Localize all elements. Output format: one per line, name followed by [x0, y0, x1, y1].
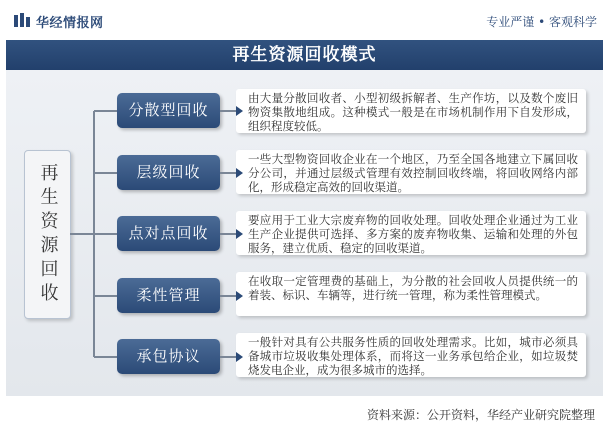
mode-name: 承包协议: [136, 347, 201, 365]
mode-node: [117, 93, 220, 128]
mode-description: [236, 211, 586, 255]
mode-description-text: 一些大型物资回收企业在一个地区，乃至全国各地建立下属回收分公司，并通过层级式管理有效控制回收终端，将回收网络内部化，形成稳定高效的回收渠道。: [248, 152, 578, 194]
connector-line: [220, 356, 236, 358]
title-band: [6, 40, 603, 70]
pointer-triangle: [236, 106, 243, 116]
mode-description: [236, 333, 586, 377]
branch-line: [94, 295, 117, 297]
mode-name: 柔性管理: [136, 286, 201, 304]
mode-node: [117, 339, 220, 374]
pointer-triangle: [236, 352, 243, 362]
data-source: 资料来源：公开资料，华经产业研究院整理: [366, 408, 595, 422]
mode-description-text: 在收取一定管理费的基础上，为分散的社会回收人员提供统一的着装、标识、车辆等，进行统一管理，称为柔性管理模式。: [248, 274, 578, 302]
branch-line: [94, 110, 117, 112]
mode-node: [117, 155, 220, 190]
connector-line: [220, 172, 236, 174]
mode-description-text: 由大量分散回收者、小型初级拆解者、生产作坊，以及数个废旧物资集散地组成。这种模式一般是在市场机制作用下自发形成，组织程度较低。: [248, 91, 578, 133]
logo-bars-icon: [14, 13, 30, 27]
mode-name: 点对点回收: [128, 224, 209, 242]
branch-line: [94, 172, 117, 174]
root-connector: [70, 233, 94, 235]
mode-description-text: 一般针对具有公共服务性质的回收处理需求。比如，城市必须具备城市垃圾收集处理体系，而将这一业务承包给企业，如垃圾焚烧发电企业，成为很多城市的选择。: [248, 335, 578, 377]
mode-name: 层级回收: [136, 163, 201, 181]
mode-description: [236, 150, 586, 194]
slogan: 专业严谨 • 客观科学: [486, 15, 597, 29]
connector-line: [220, 110, 236, 112]
mode-description-text: 要应用于工业大宗废弃物的回收处理。回收处理企业通过为工业生产企业提供可选择、多方案的废弃物收集、运输和处理的外包服务，建立优质、稳定的回收渠道。: [248, 213, 578, 255]
brand-name: 华经情报网: [36, 16, 104, 31]
connector-line: [220, 233, 236, 235]
top-bar: [0, 0, 609, 40]
mode-description: [236, 272, 586, 316]
mode-node: [117, 278, 220, 313]
mode-node: [117, 216, 220, 251]
pointer-triangle: [236, 168, 243, 178]
pointer-triangle: [236, 291, 243, 301]
branch-line: [94, 356, 117, 358]
mode-name: 分散型回收: [128, 101, 209, 119]
footer: [0, 398, 609, 428]
connector-line: [220, 295, 236, 297]
mode-description: [236, 89, 586, 133]
pointer-triangle: [236, 229, 243, 239]
root-label: 再生资源回收: [37, 162, 59, 307]
root-node: [24, 150, 71, 319]
branch-line: [94, 233, 117, 235]
diagram-title: 再生资源回收模式: [232, 45, 377, 65]
